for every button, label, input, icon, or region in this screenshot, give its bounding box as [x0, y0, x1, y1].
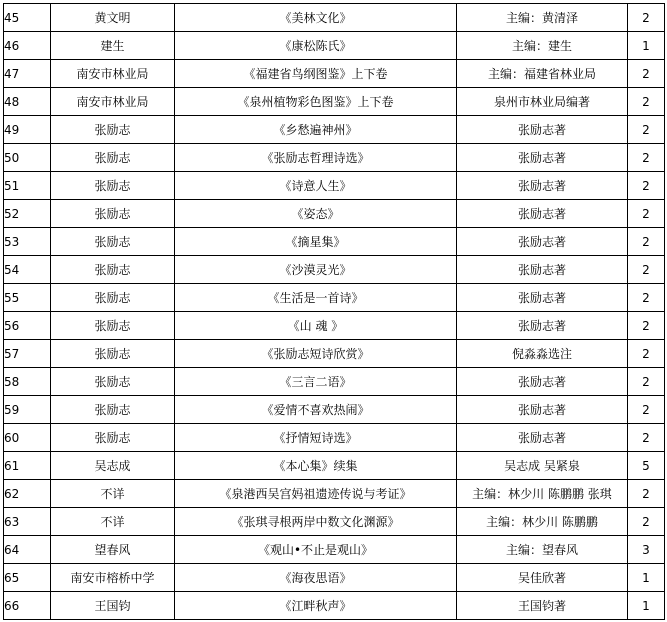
editor-cell: 主编：福建省林业局	[457, 60, 628, 88]
row-number-cell: 54	[4, 256, 51, 284]
copies-cell: 3	[628, 536, 665, 564]
book-title-cell: 《海夜思语》	[175, 564, 457, 592]
book-title-cell: 《美林文化》	[175, 4, 457, 32]
editor-cell: 吴志成 吴紧泉	[457, 452, 628, 480]
book-title-cell: 《康松陈氏》	[175, 32, 457, 60]
editor-cell: 张励志著	[457, 284, 628, 312]
row-number-cell: 61	[4, 452, 51, 480]
table-row	[4, 564, 665, 592]
donor-cell: 南安市林业局	[51, 88, 175, 116]
editor-cell: 张励志著	[457, 200, 628, 228]
donor-cell: 张励志	[51, 172, 175, 200]
book-title-cell: 《张励志短诗欣赏》	[175, 340, 457, 368]
book-title-cell: 《乡愁遍神州》	[175, 116, 457, 144]
book-title-cell: 《泉港西吴宫妈祖遗迹传说与考证》	[175, 480, 457, 508]
donor-cell: 张励志	[51, 284, 175, 312]
table-row	[4, 508, 665, 536]
donor-cell: 张励志	[51, 256, 175, 284]
row-number-cell: 62	[4, 480, 51, 508]
row-number-cell: 65	[4, 564, 51, 592]
table-row	[4, 424, 665, 452]
table-row	[4, 4, 665, 32]
editor-cell: 张励志著	[457, 228, 628, 256]
copies-cell: 2	[628, 340, 665, 368]
donor-cell: 王国钧	[51, 592, 175, 620]
copies-cell: 2	[628, 368, 665, 396]
donor-cell: 张励志	[51, 144, 175, 172]
editor-cell: 张励志著	[457, 396, 628, 424]
book-title-cell: 《姿态》	[175, 200, 457, 228]
row-number-cell: 59	[4, 396, 51, 424]
donor-cell: 不详	[51, 480, 175, 508]
editor-cell: 主编：望春风	[457, 536, 628, 564]
table-row	[4, 312, 665, 340]
table-row	[4, 200, 665, 228]
editor-cell: 泉州市林业局编著	[457, 88, 628, 116]
copies-cell: 2	[628, 60, 665, 88]
row-number-cell: 60	[4, 424, 51, 452]
book-title-cell: 《摘星集》	[175, 228, 457, 256]
copies-cell: 2	[628, 172, 665, 200]
table-body	[4, 4, 665, 620]
book-title-cell: 《生活是一首诗》	[175, 284, 457, 312]
row-number-cell: 52	[4, 200, 51, 228]
copies-cell: 2	[628, 284, 665, 312]
donor-cell: 张励志	[51, 116, 175, 144]
copies-cell: 2	[628, 200, 665, 228]
table-row	[4, 592, 665, 620]
editor-cell: 主编：林少川 陈鹏鹏 张琪	[457, 480, 628, 508]
donor-cell: 张励志	[51, 340, 175, 368]
donor-cell: 南安市榕桥中学	[51, 564, 175, 592]
editor-cell: 张励志著	[457, 116, 628, 144]
editor-cell: 张励志著	[457, 256, 628, 284]
table-row	[4, 396, 665, 424]
donor-cell: 张励志	[51, 312, 175, 340]
copies-cell: 2	[628, 116, 665, 144]
row-number-cell: 56	[4, 312, 51, 340]
book-title-cell: 《抒情短诗选》	[175, 424, 457, 452]
row-number-cell: 55	[4, 284, 51, 312]
donor-cell: 不详	[51, 508, 175, 536]
book-title-cell: 《本心集》续集	[175, 452, 457, 480]
editor-cell: 主编：黄清泽	[457, 4, 628, 32]
row-number-cell: 53	[4, 228, 51, 256]
copies-cell: 1	[628, 592, 665, 620]
row-number-cell: 63	[4, 508, 51, 536]
copies-cell: 2	[628, 396, 665, 424]
copies-cell: 2	[628, 312, 665, 340]
editor-cell: 主编：建生	[457, 32, 628, 60]
donor-cell: 张励志	[51, 228, 175, 256]
copies-cell: 2	[628, 508, 665, 536]
row-number-cell: 57	[4, 340, 51, 368]
copies-cell: 1	[628, 32, 665, 60]
donor-cell: 张励志	[51, 200, 175, 228]
donor-cell: 张励志	[51, 396, 175, 424]
editor-cell: 张励志著	[457, 312, 628, 340]
book-title-cell: 《江畔秋声》	[175, 592, 457, 620]
editor-cell: 倪淼淼选注	[457, 340, 628, 368]
row-number-cell: 50	[4, 144, 51, 172]
row-number-cell: 51	[4, 172, 51, 200]
table-row	[4, 32, 665, 60]
table-row	[4, 88, 665, 116]
editor-cell: 王国钧著	[457, 592, 628, 620]
book-table	[3, 3, 665, 620]
donor-cell: 南安市林业局	[51, 60, 175, 88]
book-title-cell: 《诗意人生》	[175, 172, 457, 200]
copies-cell: 5	[628, 452, 665, 480]
editor-cell: 张励志著	[457, 424, 628, 452]
editor-cell: 吴佳欣著	[457, 564, 628, 592]
editor-cell: 张励志著	[457, 144, 628, 172]
row-number-cell: 64	[4, 536, 51, 564]
donor-cell: 望春风	[51, 536, 175, 564]
book-title-cell: 《爱情不喜欢热闹》	[175, 396, 457, 424]
row-number-cell: 45	[4, 4, 51, 32]
book-title-cell: 《张琪寻根两岸中数文化渊源》	[175, 508, 457, 536]
table-row	[4, 284, 665, 312]
row-number-cell: 48	[4, 88, 51, 116]
editor-cell: 张励志著	[457, 368, 628, 396]
table-row	[4, 256, 665, 284]
table-row	[4, 116, 665, 144]
copies-cell: 1	[628, 564, 665, 592]
table-row	[4, 452, 665, 480]
donor-cell: 吴志成	[51, 452, 175, 480]
row-number-cell: 66	[4, 592, 51, 620]
book-list-sheet	[3, 3, 665, 620]
table-row	[4, 144, 665, 172]
table-row	[4, 536, 665, 564]
copies-cell: 2	[628, 4, 665, 32]
book-title-cell: 《观山•不止是观山》	[175, 536, 457, 564]
editor-cell: 张励志著	[457, 172, 628, 200]
table-row	[4, 60, 665, 88]
table-row	[4, 228, 665, 256]
row-number-cell: 47	[4, 60, 51, 88]
table-row	[4, 480, 665, 508]
row-number-cell: 58	[4, 368, 51, 396]
book-title-cell: 《山 魂 》	[175, 312, 457, 340]
copies-cell: 2	[628, 256, 665, 284]
copies-cell: 2	[628, 144, 665, 172]
row-number-cell: 46	[4, 32, 51, 60]
row-number-cell: 49	[4, 116, 51, 144]
copies-cell: 2	[628, 228, 665, 256]
copies-cell: 2	[628, 480, 665, 508]
donor-cell: 建生	[51, 32, 175, 60]
book-title-cell: 《三言二语》	[175, 368, 457, 396]
donor-cell: 张励志	[51, 368, 175, 396]
book-title-cell: 《张励志哲理诗选》	[175, 144, 457, 172]
book-title-cell: 《福建省鸟纲图鉴》上下卷	[175, 60, 457, 88]
donor-cell: 张励志	[51, 424, 175, 452]
copies-cell: 2	[628, 88, 665, 116]
table-row	[4, 368, 665, 396]
table-row	[4, 172, 665, 200]
book-title-cell: 《泉州植物彩色图鉴》上下卷	[175, 88, 457, 116]
copies-cell: 2	[628, 424, 665, 452]
table-row	[4, 340, 665, 368]
book-title-cell: 《沙漠灵光》	[175, 256, 457, 284]
editor-cell: 主编：林少川 陈鹏鹏	[457, 508, 628, 536]
donor-cell: 黄文明	[51, 4, 175, 32]
